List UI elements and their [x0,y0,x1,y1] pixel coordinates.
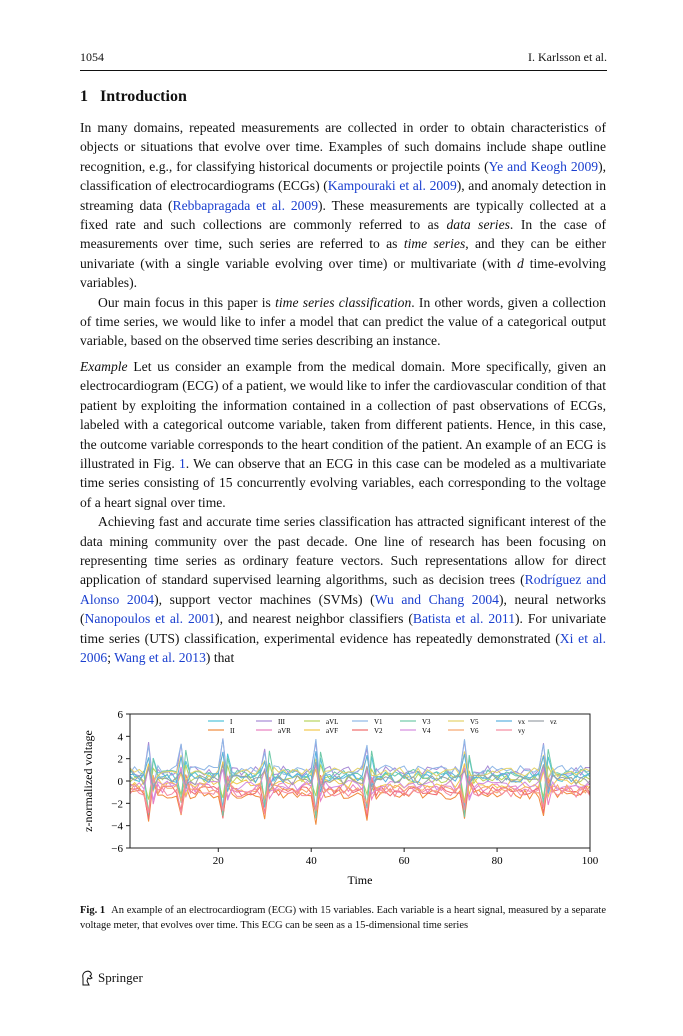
legend-label-V1: V1 [374,718,383,726]
text-run: ), and anomaly detection in streaming data ( [80,178,606,213]
figure-caption [80,903,606,933]
legend-label-vx: vx [518,718,525,726]
ecg-chart [80,702,610,902]
body-text [80,118,606,667]
text-run: Example [80,358,128,374]
paragraph-4 [80,512,606,667]
text-run: ), and nearest neighbor classifiers ( [215,611,413,627]
legend-label-V3: V3 [422,718,431,726]
section-number: 1 [80,88,88,105]
y-tick-label: 0 [117,776,123,788]
x-axis-label: Time [347,873,373,887]
legend-label-aVL: aVL [326,718,339,726]
text-run: d [516,255,524,271]
text-run: Achieving fast and accurate time series classification has attracted significant interest of the data mining community over the past decade. One line of research has been focusing on representing time series as ordinary feature vectors. Such representations allow for direct application of standard supervised learning algorithms, such as decision trees ( [80,514,606,588]
text-run: ) that [205,649,235,665]
y-tick-label: 6 [117,709,123,721]
text-run: Let us consider an example from the medical domain. More specifically, given an electrocardiogram (ECG) of a patient, we would like to infer the cardiovascular condition of that patient by exploiting the information contained in a collection of past observations of ECGs, labeled with a categorical outcome variable, taken from different patients. Hence, in this case, the outcome variable corresponds to the heart condition of the patient. An example of an ECG is illustrated in Fig. [80,358,606,471]
x-tick-label: 100 [581,855,599,867]
page-number: 1054 [80,50,104,64]
text-run: ), support vector machines (SVMs) ( [154,591,375,607]
running-authors: I. Karlsson et al. [528,50,607,64]
citation-link[interactable]: Ye and Keogh 2009 [488,158,599,174]
legend-label-aVF: aVF [326,727,339,735]
text-run: . In other words, given a collection of time series, we would like to infer a model that can predict the value of a categorical output variable, based on the observed time series describing an instance. [80,294,606,349]
text-run: . In the case of measurements over time, such series are referred to as [80,217,606,252]
text-run: ), neural networks ( [80,591,606,627]
text-run: ). These measurements are typically collected at a fixed rate and such collections are commonly referred to as [80,197,606,233]
y-tick-label: 2 [117,753,123,766]
text-run: time series [403,236,466,252]
legend-label-vz: vz [550,718,557,726]
legend-label-vy: vy [518,727,525,735]
x-tick-label: 80 [491,855,503,867]
section-title: Introduction [100,88,187,105]
y-tick-label: −4 [111,820,123,833]
citation-link[interactable]: Wu and Chang 2004 [374,591,499,607]
legend-label-I: I [230,718,233,726]
citation-link[interactable]: Batista et al. 2011 [412,611,516,627]
paragraph-1 [80,118,606,293]
paragraph-2 [80,293,606,351]
caption-label: Fig. 1 [80,905,106,916]
section-heading [80,88,187,106]
text-run: Our main focus in this paper is [98,294,276,310]
citation-link[interactable]: 1 [179,455,186,471]
legend-label-V6: V6 [470,727,479,735]
text-run: time-evolving variables). [80,255,606,291]
citation-link[interactable]: Rodríguez and Alonso 2004 [80,572,606,607]
legend-label-V5: V5 [470,718,479,726]
text-run: , and they can be either univariate (with a single variable evolving over time) or multivariate (with [80,236,606,271]
y-axis-label: z-normalized voltage [81,730,95,832]
x-tick-label: 20 [212,855,224,867]
running-header [80,50,607,68]
x-tick-label: 60 [398,855,410,867]
springer-horse-icon [80,970,94,986]
citation-link[interactable]: Kampouraki et al. 2009 [327,178,457,194]
publisher-name: Springer [98,970,143,985]
y-tick-label: 4 [117,731,123,744]
text-run: In many domains, repeated measurements are collected in order to obtain characteristics of objects or situations that evolve over time. Examples of such domains include shape outline recognition, e.g., for classifying historical documents or projectile points ( [80,120,606,174]
text-run: ), classification of electrocardiograms (ECGs) ( [80,158,606,194]
text-run: . We can observe that an ECG in this case can be modeled as a multivariate time series consisting of 15 concurrently evolving variables, each corresponding to the voltage of a heart signal over time. [80,455,606,510]
text-run: ). For univariate time series (UTS) classification, experimental evidence has repeatedly demonstrated ( [80,611,606,646]
citation-link[interactable]: Nanopoulos et al. 2001 [84,611,216,627]
y-tick-label: −2 [111,798,123,811]
legend-label-V4: V4 [422,727,431,735]
x-tick-label: 40 [305,855,317,867]
header-rule [80,70,607,71]
legend-label-aVR: aVR [278,727,291,735]
y-tick-label: −6 [111,843,123,855]
paragraph-3 [80,357,606,512]
publisher-logo [80,970,143,986]
citation-link[interactable]: Wang et al. 2013 [114,649,206,665]
text-run: data series [446,217,510,233]
citation-link[interactable]: Xi et al. 2006 [80,630,606,665]
caption-text: An example of an electrocardiogram (ECG) with 15 variables. Each variable is a heart signal, measured by a separate voltage meter, that evolves over time. This ECG can be seen as a 15-dimensional time series [80,905,606,931]
legend-label-II: II [230,727,235,735]
text-run: time series classification [275,294,412,310]
legend-label-V2: V2 [374,727,383,735]
legend-label-III: III [278,718,285,726]
citation-link[interactable]: Rebbapragada et al. 2009 [172,197,319,213]
text-run: ; [107,649,115,665]
